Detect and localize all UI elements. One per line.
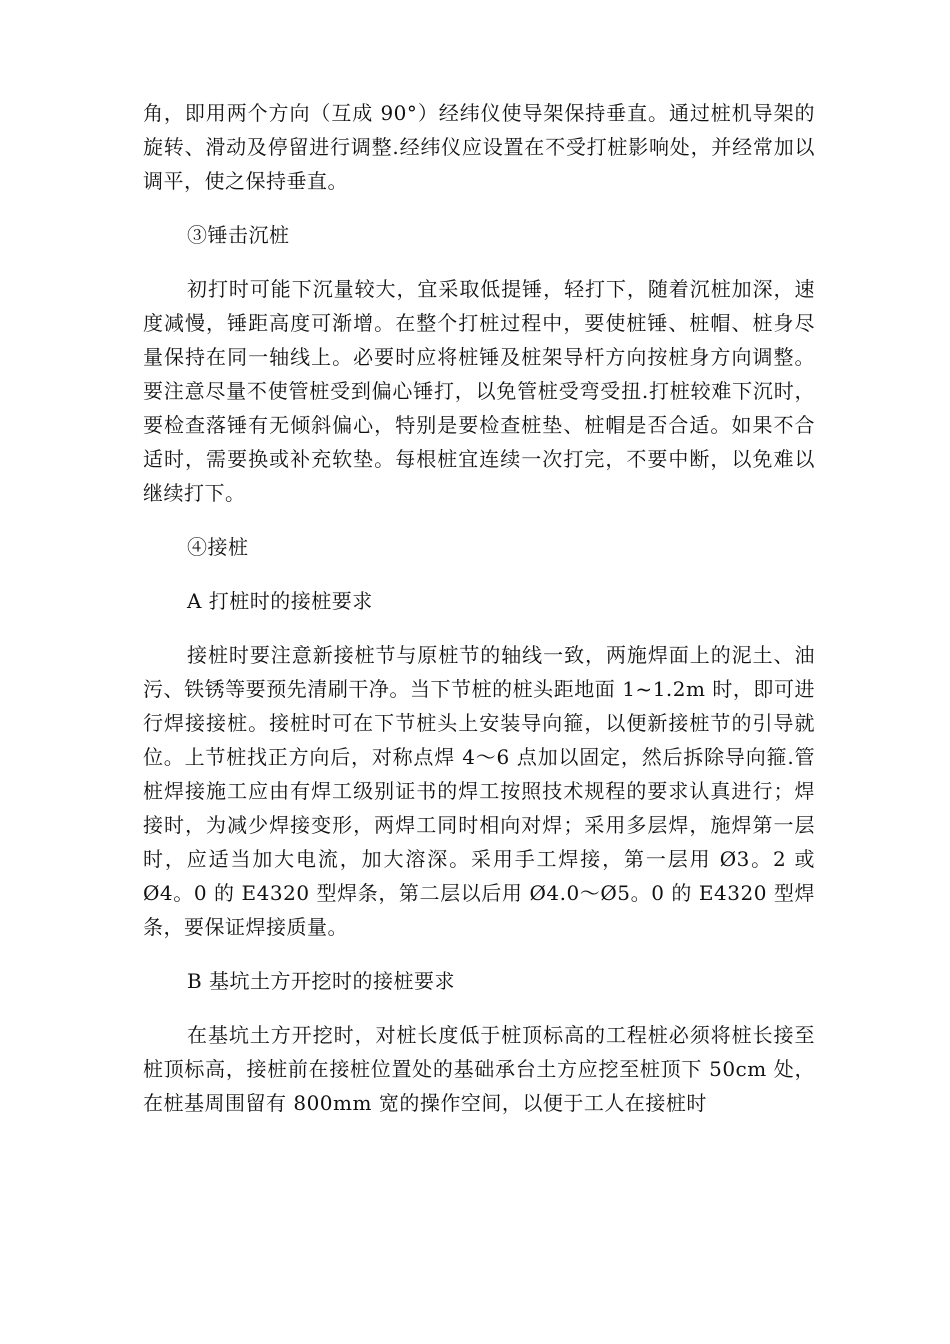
paragraph-driving-joint: 接桩时要注意新接桩节与原桩节的轴线一致，两施焊面上的泥土、油污、铁锈等要预先清刷干净。当下节桩的桩头距地面 1~1.2m 时，即可进行焊接接桩。接桩时可在下节桩头上安装导向箍，以便新接桩节的引导就位。上节桩找正方向后，对称点焊 4～6 点加以固定，然后拆除导向箍.管桩焊接施工应由有焊工级别证书的焊工按照技术规程的要求认真进行；焊接时，为减少焊接变形，两焊工同时相向对焊；采用多层焊，施焊第一层时，应适当加大电流，加大溶深。采用手工焊接，第一层用 Ø3。2 或 Ø4。0 的 E4320 型焊条，第二层以后用 Ø4.0～Ø5。0 的 E4320 型焊条，要保证焊接质量。 — [143, 643, 815, 939]
section-heading-pile-joining: ④接桩 — [187, 535, 249, 559]
subheading-a-driving-joint: A 打桩时的接桩要求 — [187, 589, 373, 613]
paragraph-excavation-joint: 在基坑土方开挖时，对桩长度低于桩顶标高的工程桩必须将桩长接至桩顶标高，接桩前在接桩位置处的基础承台土方应挖至桩顶下 50cm 处，在桩基周围留有 800mm 宽的操作空间，以便于工人在接桩时 — [143, 1023, 815, 1115]
paragraph-hammer-sinking: 初打时可能下沉量较大，宜采取低提锤，轻打下，随着沉桩加深，速度减慢，锤距高度可渐增。在整个打桩过程中，要使桩锤、桩帽、桩身尽量保持在同一轴线上。必要时应将桩锤及桩架导杆方向按桩身方向调整。要注意尽量不使管桩受到偏心锤打，以免管桩受弯受扭.打桩较难下沉时，要检查落锤有无倾斜偏心，特别是要检查桩垫、桩帽是否合适。如果不合适时，需要换或补充软垫。每根桩宜连续一次打完，不要中断，以免难以继续打下。 — [143, 277, 815, 505]
section-heading-hammer-sinking: ③锤击沉桩 — [187, 223, 290, 247]
subheading-b-excavation-joint: B 基坑土方开挖时的接桩要求 — [187, 969, 456, 993]
document-page — [143, 96, 815, 1140]
paragraph-continuation: 角，即用两个方向（互成 90°）经纬仪使导架保持垂直。通过桩机导架的旋转、滑动及停留进行调整.经纬仪应设置在不受打桩影响处，并经常加以调平，使之保持垂直。 — [143, 101, 815, 193]
